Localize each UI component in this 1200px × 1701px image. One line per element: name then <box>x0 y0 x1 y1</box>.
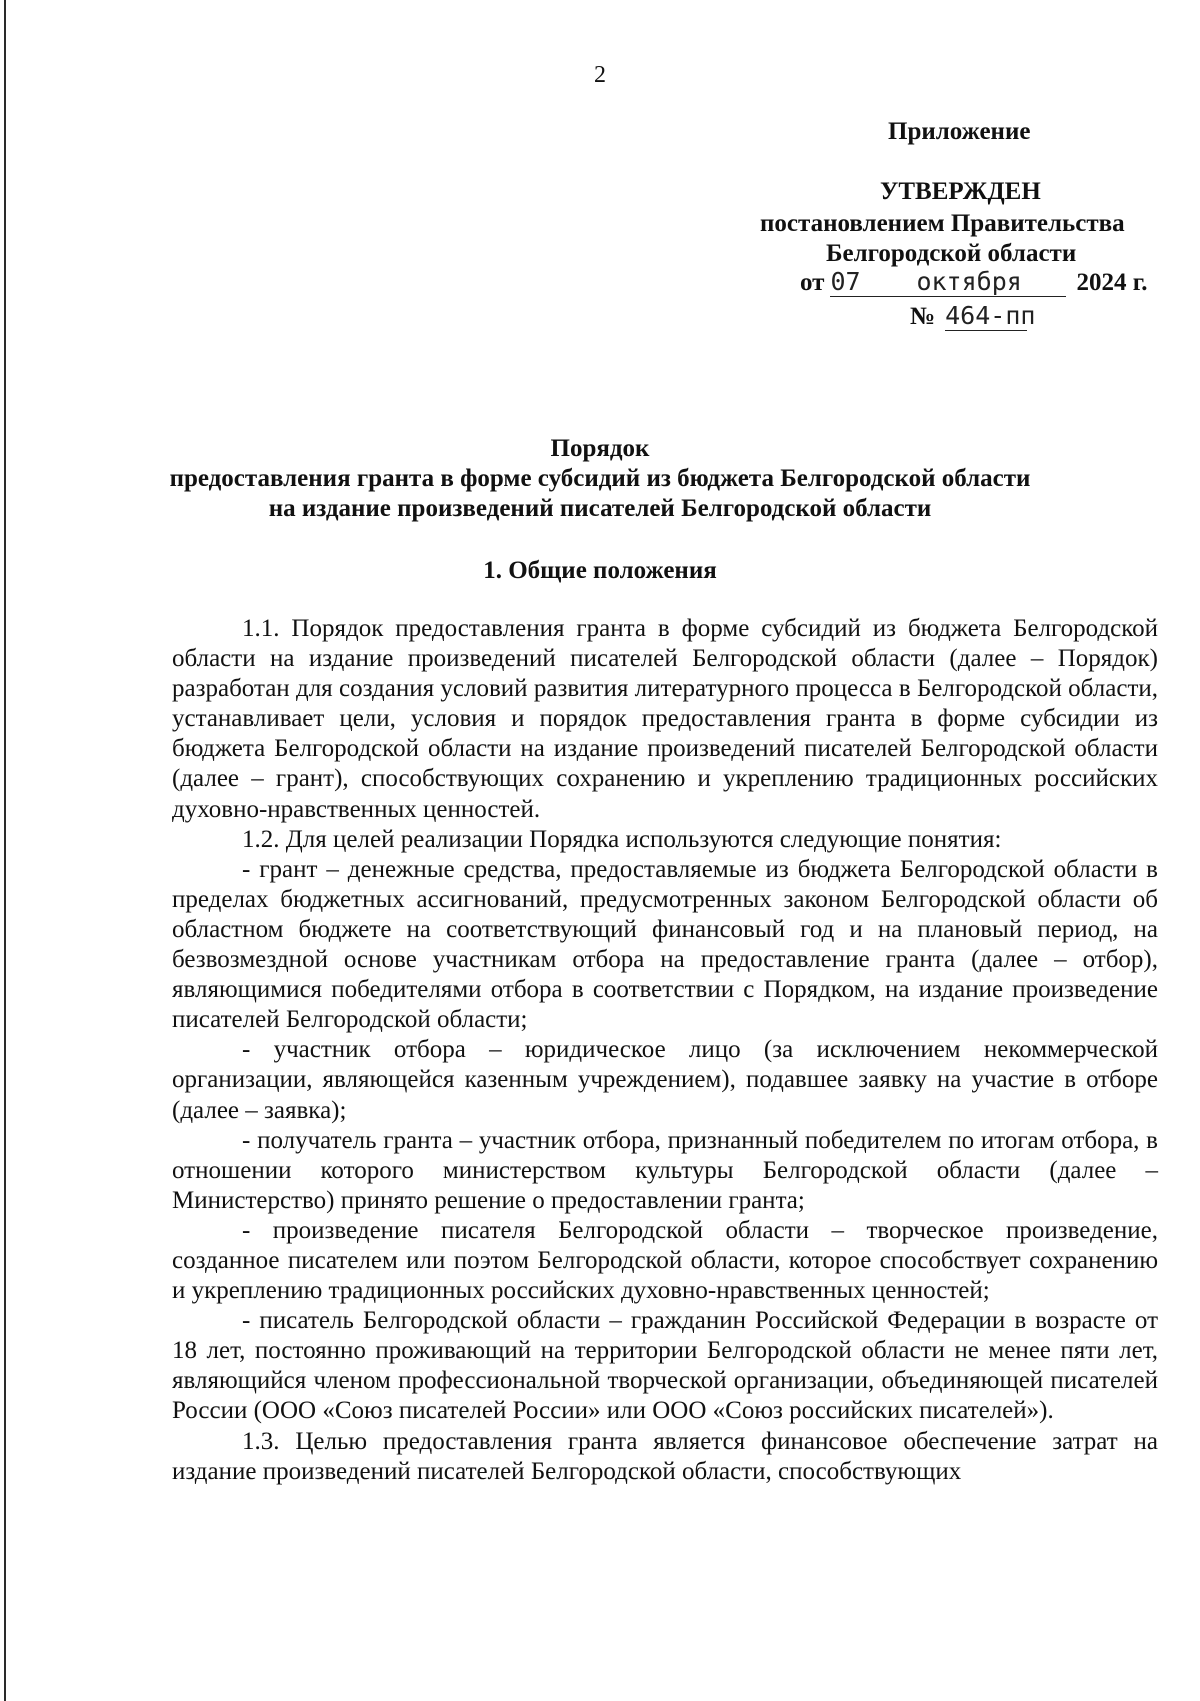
definition-recipient: - получатель гранта – участник отбора, признанный победителем по итогам отбора, в отношении которого министерством культуры Белгородской области (далее – Министерство) принято решение о предоставлении гранта; <box>172 1126 1158 1214</box>
definition-work: - произведение писателя Белгородской области – творческое произведение, созданное писателем или поэтом Белгородской области, которое способствует сохранению и укреплению традиционных российских духовно-нравственных ценностей; <box>172 1216 1158 1305</box>
date-day: 07 <box>830 268 892 297</box>
definition-participant: - участник отбора – юридическое лицо (за исключением некоммерческой организации, являющейся казенным учреждением), подавшее заявку на участие в отборе (далее – заявка); <box>172 1036 1158 1124</box>
paragraph-1-1: 1.1. Порядок предоставления гранта в форме субсидий из бюджета Белгородской области на издание произведений писателей Белгородской области (далее – Порядок) разработан для создания условий развития литературного процесса в Белгородской области, устанавливает цели, условия и порядок предоставления гранта в форме субсидии из бюджета Белгородской области на издание произведений писателей Белгородской области (далее – грант), способствующих сохранению и укреплению традиционных российских духовно-нравственных ценностей. <box>172 615 1158 823</box>
paragraph-1-2: 1.2. Для целей реализации Порядка используются следующие понятия: <box>242 825 1002 853</box>
document-title: Порядок <box>550 435 650 462</box>
document-body <box>172 614 1158 1487</box>
number-value: 464-пп <box>945 301 1036 330</box>
page-number: 2 <box>594 62 606 88</box>
decree-number <box>910 301 1036 331</box>
date-year: 2024 г. <box>1076 269 1148 296</box>
date-prefix: от <box>800 269 825 296</box>
date-month: октября <box>892 268 1066 297</box>
appendix-label: Приложение <box>888 118 1031 145</box>
document-subtitle-line-1: предоставления гранта в форме субсидий из бюджета Белгородской области <box>169 465 1031 492</box>
definition-writer: - писатель Белгородской области – гражданин Российской Федерации в возрасте от 18 лет, постоянно проживающий на территории Белгородской области не менее пяти лет, являющийся членом профессиональной творческой организации, объединяющей писателей России (ООО «Союз писателей России» или ООО «Союз российских писателей»). <box>172 1307 1158 1425</box>
approved-label: УТВЕРЖДЕН <box>880 178 1041 205</box>
number-prefix: № <box>910 303 936 330</box>
page-edge-line <box>4 0 6 1701</box>
document-subtitle-line-2: на издание произведений писателей Белгородской области <box>268 495 932 522</box>
decree-line-1: постановлением Правительства <box>760 210 1125 237</box>
section-heading: 1. Общие положения <box>483 557 717 584</box>
decree-line-2: Белгородской области <box>826 240 1077 267</box>
decree-date <box>800 268 1148 297</box>
paragraph-1-3: 1.3. Целью предоставления гранта является финансовое обеспечение затрат на издание произведений писателей Белгородской области, способствующих <box>172 1427 1158 1485</box>
definition-grant: - грант – денежные средства, предоставляемые из бюджета Белгородской области в пределах бюджетных ассигнований, предусмотренных законом Белгородской области об областном бюджете на соответствующий финансовый год и на плановый период, на безвозмездной основе участникам отбора на предоставление гранта (далее – отбор), являющимися победителями отбора в соответствии с Порядком, на издание произведение писателей Белгородской области; <box>172 855 1158 1034</box>
